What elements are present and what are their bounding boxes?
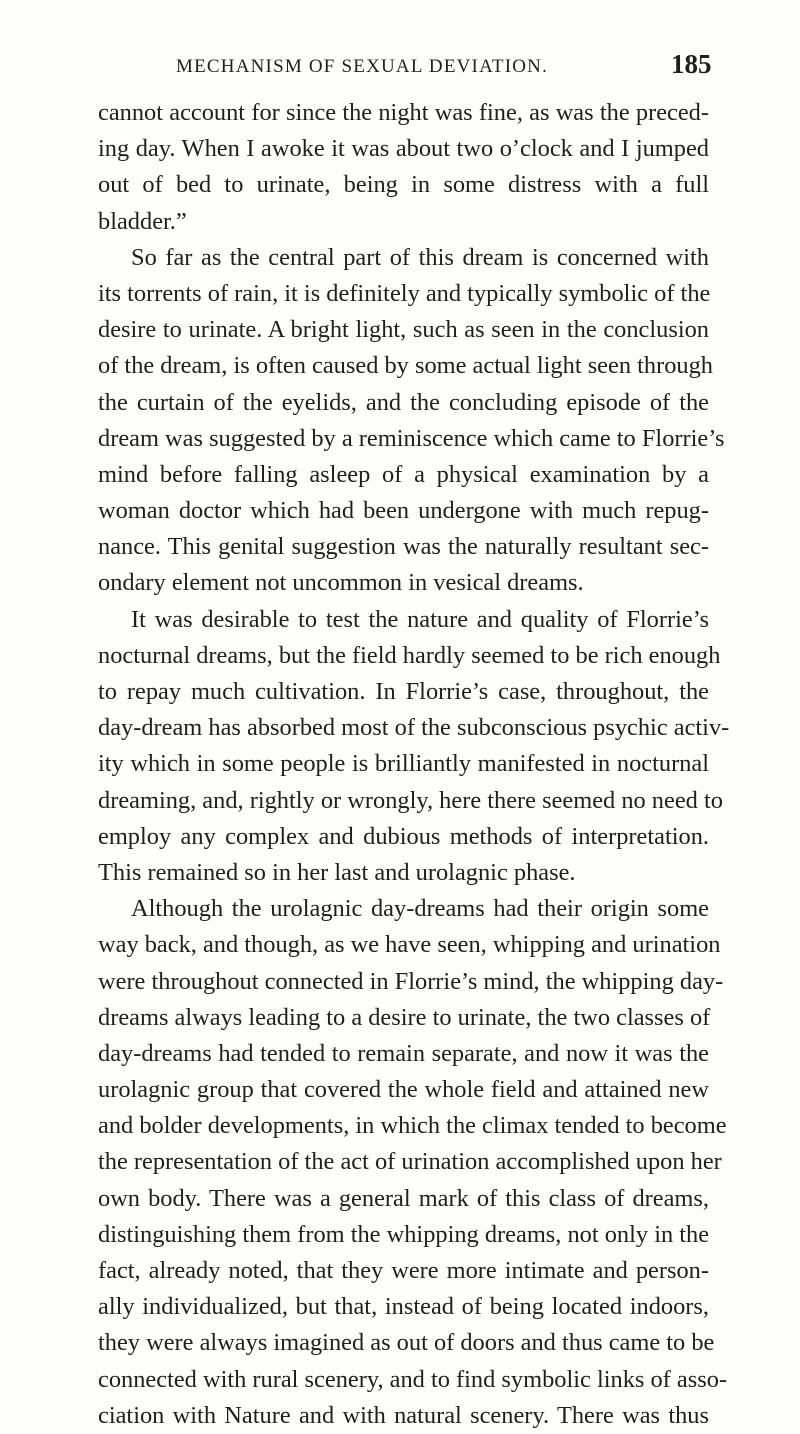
- text-line: mind before falling asleep of a physical examination by a: [98, 460, 709, 488]
- text-line: way back, and though, as we have seen, whipping and urination: [98, 931, 721, 959]
- text-line: the curtain of the eyelids, and the concluding episode of the: [98, 388, 709, 416]
- text-line: nocturnal dreams, but the field hardly seemed to be rich enough: [98, 641, 721, 669]
- text-line: ciation with Nature and with natural scenery. There was thus: [98, 1401, 709, 1429]
- text-line: fact, already noted, that they were more intimate and person-: [98, 1257, 709, 1284]
- text-line: ity which in some people is brilliantly manifested in nocturnal: [98, 750, 709, 778]
- text-line: distinguishing them from the whipping dreams, not only in the: [98, 1220, 710, 1248]
- text-line: own body. There was a general mark of this class of dreams,: [98, 1184, 709, 1212]
- running-head: MECHANISM OF SEXUAL DEVIATION.: [176, 56, 549, 77]
- body-text: [98, 95, 730, 1434]
- text-line: bladder.”: [98, 207, 187, 235]
- text-line: nance. This genital suggestion was the naturally resultant sec-: [98, 533, 709, 561]
- text-line: ally individualized, but that, instead of being located indoors,: [98, 1293, 709, 1321]
- text-line: urolagnic group that covered the whole field and attained new: [98, 1076, 709, 1104]
- text-line: day-dreams had tended to remain separate, and now it was the: [98, 1039, 709, 1067]
- text-line: Although the urolagnic day-dreams had their origin some: [131, 895, 709, 923]
- text-line: dream was suggested by a reminiscence which came to Florrie’s: [98, 424, 725, 452]
- text-line: cannot account for since the night was fine, as was the preced-: [98, 99, 709, 126]
- text-line: they were always imagined as out of doors and thus came to be: [98, 1329, 715, 1357]
- text-line: the representation of the act of urination accomplished upon her: [98, 1148, 722, 1176]
- text-line: out of bed to urinate, being in some distress with a full: [98, 171, 709, 199]
- text-line: This remained so in her last and urolagnic phase.: [98, 858, 576, 886]
- text-line: of the dream, is often caused by some actual light seen through: [98, 352, 714, 380]
- text-line: connected with rural scenery, and to find symbolic links of asso-: [98, 1365, 728, 1393]
- text-line: its torrents of rain, it is definitely and typically symbolic of the: [98, 279, 711, 307]
- text-line: dreams always leading to a desire to urinate, the two classes of: [98, 1003, 711, 1031]
- text-line: were throughout connected in Florrie’s mind, the whipping day-: [98, 967, 724, 995]
- text-line: woman doctor which had been undergone with much repug-: [98, 497, 709, 525]
- page-number: 185: [671, 49, 712, 79]
- text-line: ondary element not uncommon in vesical dreams.: [98, 569, 584, 597]
- text-line: It was desirable to test the nature and quality of Florrie’s: [131, 605, 709, 633]
- text-line: and bolder developments, in which the climax tended to become: [98, 1112, 727, 1140]
- text-line: employ any complex and dubious methods of interpretation.: [98, 822, 709, 850]
- text-line: desire to urinate. A bright light, such as seen in the conclusion: [98, 316, 709, 344]
- text-line: ing day. When I awoke it was about two o’clock and I jumped: [98, 135, 709, 163]
- text-line: day-dream has absorbed most of the subconscious psychic activ-: [98, 714, 730, 742]
- text-line: So far as the central part of this dream is concerned with: [131, 243, 709, 271]
- text-line: to repay much cultivation. In Florrie’s case, throughout, the: [98, 678, 709, 705]
- text-line: dreaming, and, rightly or wrongly, here there seemed no need to: [98, 786, 723, 814]
